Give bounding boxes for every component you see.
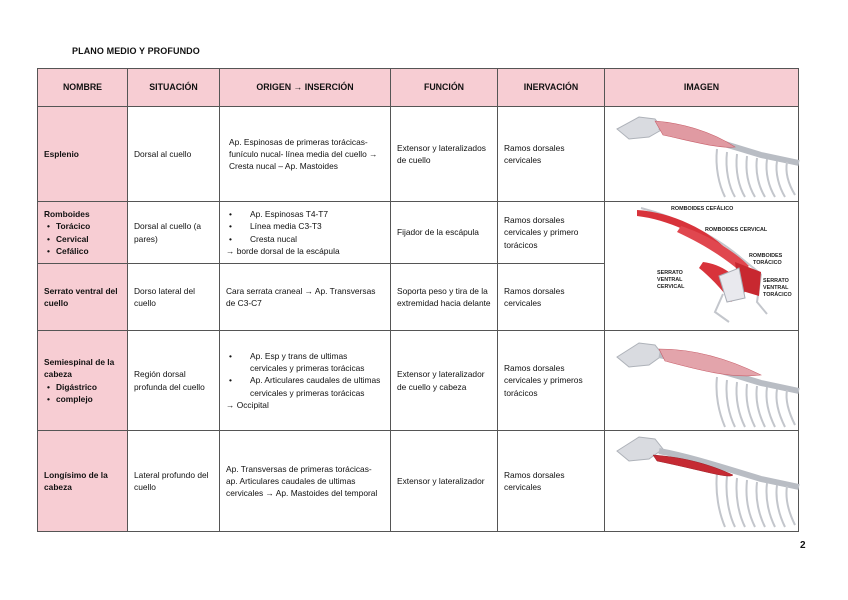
situacion-cell: Región dorsal profunda del cuello — [128, 331, 220, 431]
image-cell — [605, 331, 799, 431]
list-item: • Ap. Articulares caudales de ultimas cervicales y primeras torácicas — [238, 374, 384, 398]
skeleton-illustration — [617, 437, 799, 527]
origen-insertion: → borde dorsal de la escápula — [226, 245, 340, 256]
list-item: • Cervical — [56, 233, 121, 245]
origen-cell — [220, 331, 391, 431]
table-header-row — [38, 69, 799, 107]
muscle-table — [37, 68, 799, 532]
header-funcion: FUNCIÓN — [391, 69, 498, 107]
funcion-cell: Fijador de la escápula — [391, 202, 498, 264]
header-inervacion: INERVACIÓN — [498, 69, 605, 107]
situacion-cell: Dorso lateral del cuello — [128, 264, 220, 331]
header-situacion: SITUACIÓN — [128, 69, 220, 107]
header-imagen: IMAGEN — [605, 69, 799, 107]
origen-list — [226, 350, 384, 399]
funcion-cell: Extensor y lateralizador — [391, 431, 498, 532]
subitem-list — [44, 381, 121, 405]
label-romboides-toracico-2: TORÁCICO — [753, 260, 782, 266]
list-item: • Torácico — [56, 220, 121, 232]
inervacion-cell: Ramos dorsales cervicales — [498, 431, 605, 532]
inervacion-cell: Ramos dorsales cervicales — [498, 264, 605, 331]
table-row — [38, 107, 799, 202]
label-serrato-cervical-2: VENTRAL — [657, 277, 683, 283]
muscle-name-text: Romboides — [44, 209, 90, 220]
muscle-name — [38, 202, 128, 264]
label-romboides-toracico-1: ROMBOIDES — [749, 253, 783, 259]
list-item: • Cresta nucal — [238, 233, 384, 245]
header-origen: ORIGEN → INSERCIÓN — [220, 69, 391, 107]
header-nombre: NOMBRE — [38, 69, 128, 107]
page-title: PLANO MEDIO Y PROFUNDO — [72, 46, 200, 56]
list-item: • Línea media C3-T3 — [238, 220, 384, 232]
label-serrato-cervical-1: SERRATO — [657, 270, 683, 276]
funcion-cell: Extensor y lateralizados de cuello — [391, 107, 498, 202]
label-serrato-toracico-2: VENTRAL — [763, 285, 789, 291]
muscle-name: Esplenio — [38, 107, 128, 202]
label-serrato-cervical-3: CERVICAL — [657, 284, 685, 290]
origen-cell: Cara serrata craneal → Ap. Transversas de C3-C7 — [220, 264, 391, 331]
muscle-name-text: Semiespinal de la cabeza — [44, 357, 115, 380]
list-item: • Digástrico — [56, 381, 121, 393]
romboides-serrato-image — [611, 202, 805, 330]
image-cell — [605, 202, 799, 331]
inervacion-cell: Ramos dorsales cervicales — [498, 107, 605, 202]
esplenio-muscle — [655, 121, 735, 147]
situacion-cell: Dorsal al cuello (a pares) — [128, 202, 220, 264]
page-number: 2 — [800, 540, 806, 551]
label-serrato-toracico-3: TORÁCICO — [763, 292, 792, 298]
esplenio-image — [611, 107, 805, 201]
origen-cell: Ap. Transversas de primeras torácicas- ap. Articulares caudales de ultimas cervicales → Ap. Mastoides del temporal — [220, 431, 391, 532]
list-item: • Ap. Espinosas T4-T7 — [238, 208, 384, 220]
situacion-cell: Dorsal al cuello — [128, 107, 220, 202]
image-cell — [605, 431, 799, 532]
inervacion-cell: Ramos dorsales cervicales y primero torácicos — [498, 202, 605, 264]
table-row — [38, 202, 799, 264]
situacion-cell: Lateral profundo del cuello — [128, 431, 220, 532]
muscle-name: Serrato ventral del cuello — [38, 264, 128, 331]
longisimo-image — [611, 431, 805, 531]
list-item: • Ap. Esp y trans de ultimas cervicales y primeras torácicas — [238, 350, 384, 374]
semiespinal-muscle — [659, 349, 761, 376]
label-serrato-toracico-1: SERRATO — [763, 278, 789, 284]
origen-cell — [220, 202, 391, 264]
subitem-list — [44, 220, 121, 257]
label-romboides-cefalico: ROMBOIDES CEFÁLICO — [671, 206, 734, 212]
origen-list — [226, 208, 384, 245]
origen-cell: Ap. Espinosas de primeras torácicas-funículo nucal- línea media del cuello → Cresta nucal – Ap. Mastoides — [220, 107, 391, 202]
origen-insertion: → Occipital — [226, 399, 269, 410]
funcion-cell: Extensor y lateralizador de cuello y cabeza — [391, 331, 498, 431]
image-cell — [605, 107, 799, 202]
funcion-cell: Soporta peso y tira de la extremidad hacia delante — [391, 264, 498, 331]
list-item: • complejo — [56, 393, 121, 405]
inervacion-cell: Ramos dorsales cervicales y primeros torácicos — [498, 331, 605, 431]
list-item: • Cefálico — [56, 245, 121, 257]
label-romboides-cervical: ROMBOIDES CERVICAL — [705, 227, 768, 233]
muscle-name — [38, 331, 128, 431]
table-row — [38, 431, 799, 532]
table-row — [38, 331, 799, 431]
muscle-name: Longísimo de la cabeza — [38, 431, 128, 532]
skeleton-illustration — [617, 117, 799, 197]
semiespinal-image — [611, 331, 805, 430]
